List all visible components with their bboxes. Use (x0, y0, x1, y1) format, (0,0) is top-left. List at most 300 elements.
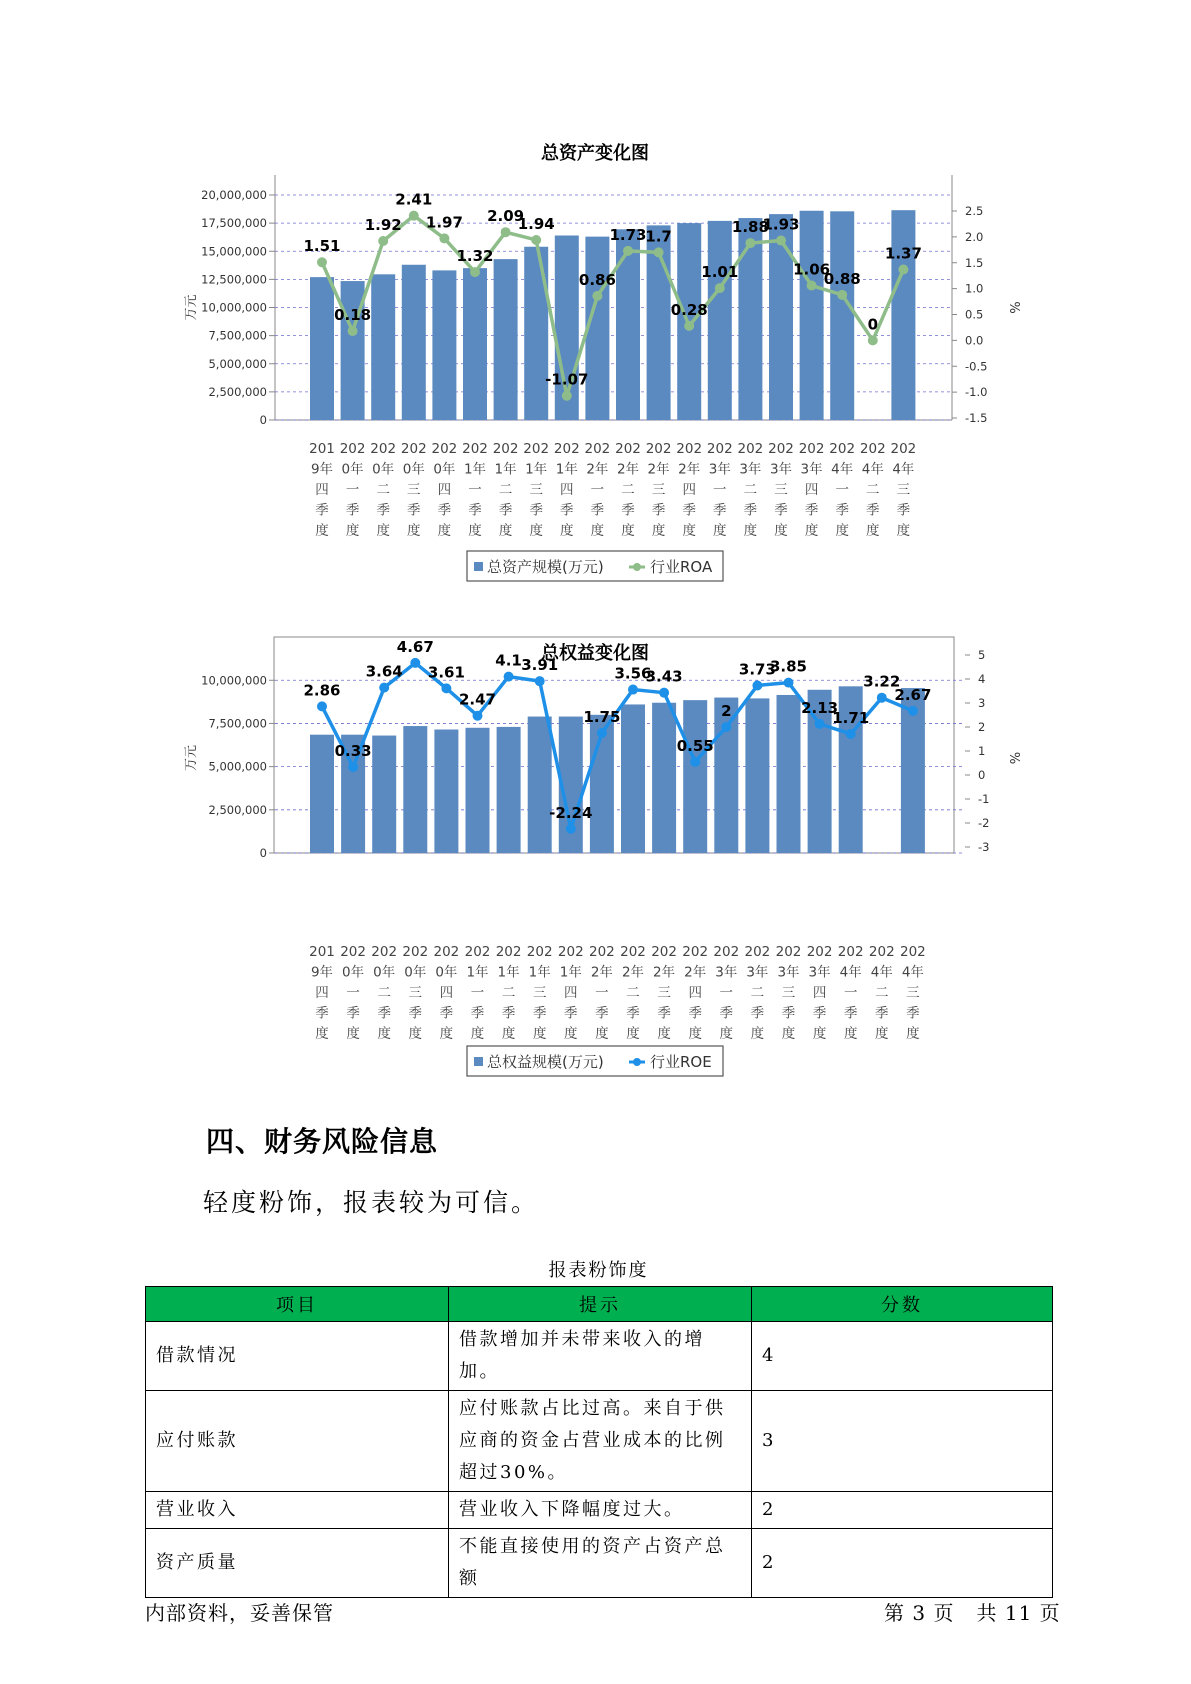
line-point (784, 678, 794, 688)
category-label: 度 (408, 1026, 423, 1042)
category-label: 202 (713, 944, 740, 960)
category-label: 202 (682, 944, 709, 960)
line-point (348, 326, 358, 336)
category-label: 四 (315, 482, 329, 498)
category-label: 季 (896, 502, 911, 519)
category-label: 季 (468, 502, 482, 519)
right-tick-label: 0.0 (965, 333, 984, 348)
category-label: 季 (781, 1005, 796, 1022)
left-tick-label: 5,000,000 (208, 356, 267, 371)
data-label: 1.93 (762, 215, 800, 234)
data-label: 3.85 (769, 657, 808, 676)
row-hint: 不能直接使用的资产占资产总额 (449, 1529, 752, 1598)
category-label: 0年 (433, 461, 456, 478)
category-label: 3年 (746, 964, 769, 981)
category-label: 2年 (586, 461, 609, 478)
category-label: 度 (750, 1026, 765, 1042)
bar (402, 265, 426, 420)
line-point (776, 235, 786, 245)
category-label: 3年 (800, 461, 823, 478)
category-label: 季 (651, 502, 666, 519)
category-label: 度 (896, 523, 911, 539)
category-label: 三 (407, 482, 421, 498)
bar (466, 728, 490, 853)
data-label: 3.73 (738, 660, 776, 679)
data-label: 3.91 (521, 656, 559, 675)
bar (371, 274, 395, 420)
data-label: 0.86 (578, 270, 616, 289)
category-label: 四 (437, 482, 452, 498)
table-row (146, 1492, 1053, 1529)
category-label: 0年 (404, 964, 427, 981)
data-label: 1.97 (425, 213, 463, 232)
line-point (898, 264, 908, 274)
line-point (815, 719, 825, 729)
category-label: 二 (866, 482, 880, 498)
category-label: 度 (626, 1026, 640, 1042)
line-point (628, 685, 638, 695)
bar (800, 211, 824, 420)
category-label: 四 (560, 482, 574, 498)
category-label: 季 (719, 1005, 734, 1022)
total-assets-chart (0, 135, 1191, 595)
category-label: 季 (376, 502, 390, 519)
category-label: 度 (590, 523, 605, 539)
category-label: 1年 (463, 461, 487, 478)
category-label: 2年 (653, 964, 676, 981)
category-label: 度 (315, 523, 329, 539)
category-label: 202 (526, 944, 553, 960)
category-label: 4年 (839, 964, 862, 981)
footer-page-number: 第 3 页 共 11 页 (884, 1601, 1061, 1625)
header-score: 分数 (752, 1287, 1053, 1322)
category-label: 季 (315, 1005, 329, 1022)
bar (524, 247, 548, 420)
category-label: 四 (564, 985, 578, 1001)
category-label: 2年 (590, 964, 613, 981)
category-label: 季 (804, 502, 819, 519)
left-tick-label: 12,500,000 (201, 272, 267, 287)
bar (738, 218, 762, 420)
right-tick-label: -1.0 (965, 385, 988, 400)
line-point (379, 683, 389, 693)
line-point (837, 290, 847, 300)
bar (777, 695, 801, 853)
bar (891, 210, 915, 420)
legend-bar-swatch (474, 562, 483, 571)
category-label: 度 (812, 1026, 827, 1042)
bar (494, 259, 518, 420)
table-header-row (146, 1287, 1053, 1322)
right-tick-label: 1.5 (965, 255, 984, 270)
chart-title: 总资产变化图 (541, 143, 649, 164)
category-label: 二 (376, 482, 390, 498)
category-label: 季 (560, 502, 574, 519)
category-label: 202 (645, 441, 672, 457)
category-label: 度 (437, 523, 452, 539)
category-label: 3年 (777, 964, 800, 981)
left-tick-label: 15,000,000 (201, 244, 267, 259)
right-tick-label: 2.0 (965, 229, 984, 244)
bar (372, 736, 396, 853)
category-label: 度 (346, 1026, 360, 1042)
data-label: 2.86 (303, 681, 341, 700)
category-label: 202 (553, 441, 580, 457)
category-label: 度 (532, 1026, 547, 1042)
category-label: 一 (345, 482, 360, 498)
category-label: 度 (835, 523, 849, 539)
category-label: 3年 (708, 461, 731, 478)
category-label: 202 (523, 441, 550, 457)
category-label: 度 (345, 523, 360, 539)
category-label: 三 (529, 482, 543, 498)
data-label: 0.88 (823, 269, 861, 288)
right-tick-label: -1.5 (965, 411, 988, 425)
category-label: 2年 (684, 964, 707, 981)
category-label: 202 (340, 944, 366, 960)
category-label: 二 (750, 985, 765, 1001)
category-label: 202 (651, 944, 677, 960)
line-point (317, 701, 327, 711)
category-label: 2年 (621, 964, 645, 981)
left-tick-label: 2,500,000 (208, 384, 267, 399)
category-label: 0年 (372, 461, 395, 478)
category-label: 度 (713, 523, 727, 539)
category-label: 3年 (769, 461, 793, 478)
category-label: 度 (315, 1026, 329, 1042)
data-label: 3.56 (614, 664, 652, 683)
category-label: 202 (370, 441, 397, 457)
category-label: 9年 (310, 964, 334, 981)
category-label: 202 (492, 441, 519, 457)
category-label: 二 (621, 482, 635, 498)
data-label: 1.51 (303, 237, 341, 256)
category-label: 季 (315, 502, 329, 519)
row-item: 应付账款 (146, 1391, 449, 1492)
category-label: 201 (309, 944, 335, 960)
category-label: 度 (377, 1026, 391, 1042)
right-tick-label: -3 (978, 840, 990, 854)
category-label: 季 (345, 502, 360, 519)
category-label: 三 (774, 482, 788, 498)
category-label: 三 (532, 985, 547, 1001)
right-tick-label: 2.5 (965, 204, 984, 218)
category-label: 季 (835, 502, 849, 519)
row-item: 资产质量 (146, 1529, 449, 1598)
category-label: 202 (890, 441, 917, 457)
category-label: 0年 (373, 964, 396, 981)
category-label: 度 (560, 523, 574, 539)
total-equity-chart-svg (0, 635, 1191, 1085)
left-tick-label: 17,500,000 (201, 216, 267, 231)
legend-line-marker (633, 1058, 641, 1066)
bar (616, 229, 640, 420)
right-tick-label: 1 (978, 744, 986, 758)
right-tick-label: -1 (978, 792, 990, 806)
data-label: 0.18 (334, 306, 372, 325)
category-label: 202 (589, 944, 615, 960)
category-label: 202 (431, 441, 458, 457)
left-tick-label: 20,000,000 (201, 188, 267, 202)
category-label: 1年 (559, 964, 582, 981)
category-label: 4年 (831, 461, 854, 478)
data-label: 3.43 (645, 667, 683, 686)
line-point (623, 246, 633, 256)
category-label: 202 (676, 441, 703, 457)
category-label: 季 (743, 502, 758, 519)
category-label: 季 (590, 502, 605, 519)
category-label: 度 (439, 1026, 454, 1042)
category-label: 度 (468, 523, 482, 539)
row-score: 3 (752, 1391, 1053, 1492)
bar (652, 703, 676, 853)
legend-bar-swatch (474, 1057, 483, 1066)
category-label: 度 (875, 1026, 889, 1042)
category-label: 二 (743, 482, 758, 498)
right-tick-label: 3 (978, 696, 986, 710)
category-label: 1年 (525, 461, 548, 478)
left-axis-label: 万元 (184, 744, 199, 772)
category-label: 201 (309, 441, 335, 457)
category-label: 一 (468, 482, 482, 498)
data-label: 1.7 (645, 227, 672, 246)
data-label: 4.67 (396, 637, 434, 656)
data-label: 3.64 (365, 662, 403, 681)
category-label: 度 (804, 523, 819, 539)
category-label: 202 (859, 441, 886, 457)
category-label: 202 (737, 441, 764, 457)
category-label: 9年 (310, 461, 334, 478)
bar (745, 698, 769, 853)
category-label: 度 (621, 523, 635, 539)
line-point (597, 728, 607, 738)
line-point (752, 680, 762, 690)
category-label: 季 (875, 1005, 889, 1022)
category-label: 202 (706, 441, 733, 457)
category-label: 季 (470, 1005, 485, 1022)
category-label: 季 (774, 502, 788, 519)
data-label: 1.73 (609, 225, 647, 244)
category-label: 2年 (616, 461, 640, 478)
category-label: 4年 (870, 964, 893, 981)
bar (310, 277, 334, 420)
category-label: 季 (812, 1005, 827, 1022)
category-label: 二 (875, 985, 889, 1001)
line-point (439, 233, 449, 243)
line-point (473, 711, 483, 721)
line-point (684, 321, 694, 331)
category-label: 度 (906, 1026, 920, 1042)
category-label: 三 (651, 482, 666, 498)
category-label: 1年 (494, 461, 517, 478)
bar (310, 735, 334, 853)
row-score: 4 (752, 1322, 1053, 1391)
data-label: -2.24 (549, 803, 593, 822)
category-label: 四 (439, 985, 454, 1001)
category-label: 2年 (647, 461, 670, 478)
category-label: 二 (377, 985, 391, 1001)
category-label: 4年 (901, 964, 924, 981)
category-label: 三 (657, 985, 671, 1001)
category-label: 季 (346, 1005, 360, 1022)
data-label: 4.1 (495, 651, 522, 670)
row-hint: 应付账款占比过高。来自于供应商的资金占营业成本的比例超过30%。 (449, 1391, 752, 1492)
right-tick-label: 2 (978, 720, 986, 734)
data-label: 1.06 (793, 260, 831, 279)
right-tick-label: 5 (978, 648, 986, 662)
category-label: 202 (584, 441, 611, 457)
category-label: 二 (626, 985, 640, 1001)
category-label: 度 (774, 523, 788, 539)
bar (714, 698, 738, 853)
category-label: 三 (896, 482, 911, 498)
data-label: 1.88 (731, 218, 769, 237)
left-tick-label: 0 (259, 846, 267, 860)
category-label: 季 (377, 1005, 391, 1022)
data-label: 2.41 (395, 190, 433, 209)
data-label: -1.07 (545, 370, 589, 389)
category-label: 季 (564, 1005, 578, 1022)
bar (621, 704, 645, 853)
data-label: 0.33 (334, 742, 372, 761)
line-point (846, 729, 856, 739)
category-label: 一 (843, 985, 858, 1001)
left-tick-label: 5,000,000 (208, 759, 267, 774)
line-point (877, 693, 887, 703)
category-label: 四 (315, 985, 329, 1001)
category-label: 4年 (861, 461, 884, 478)
category-label: 202 (744, 944, 771, 960)
category-label: 季 (906, 1005, 920, 1022)
line-point (721, 722, 731, 732)
category-label: 一 (470, 985, 485, 1001)
legend-bar-label: 总权益规模(万元) (487, 1053, 604, 1071)
category-label: 三 (781, 985, 796, 1001)
category-label: 3年 (808, 964, 831, 981)
category-label: 202 (464, 944, 491, 960)
category-label: 度 (470, 1026, 485, 1042)
line-point (501, 227, 511, 237)
data-label: 1.75 (583, 708, 621, 726)
line-point (566, 824, 576, 834)
line-point (654, 247, 664, 257)
row-score: 2 (752, 1492, 1053, 1529)
right-tick-label: 1.0 (965, 281, 984, 296)
right-axis-label: % (1006, 301, 1021, 314)
category-label: 三 (408, 985, 423, 1001)
right-tick-label: 0 (978, 768, 986, 782)
category-label: 二 (501, 985, 516, 1001)
row-hint: 借款增加并未带来收入的增加。 (449, 1322, 752, 1391)
bar (403, 726, 427, 853)
section-paragraph: 轻度粉饰，报表较为可信。 (203, 1188, 540, 1217)
legend-line-marker (633, 563, 641, 571)
category-label: 1年 (497, 964, 520, 981)
line-point (715, 283, 725, 293)
line-point (409, 211, 419, 221)
category-label: 四 (682, 482, 696, 498)
data-label: 2.09 (487, 207, 525, 226)
data-label: 1.71 (832, 708, 870, 727)
line-point (531, 235, 541, 245)
line-point (535, 676, 545, 686)
category-label: 202 (798, 441, 825, 457)
category-label: 度 (719, 1026, 734, 1042)
category-label: 季 (657, 1005, 671, 1022)
category-label: 季 (843, 1005, 858, 1022)
left-tick-label: 0 (259, 413, 267, 427)
category-label: 季 (595, 1005, 609, 1022)
category-label: 3年 (739, 461, 762, 478)
data-label: 0 (867, 315, 879, 334)
bar (463, 268, 487, 420)
category-label: 度 (529, 523, 543, 539)
line-point (745, 238, 755, 248)
line-point (659, 688, 669, 698)
left-tick-label: 7,500,000 (208, 716, 267, 731)
category-label: 0年 (342, 964, 365, 981)
category-label: 度 (501, 1026, 516, 1042)
right-axis-label: % (1006, 751, 1021, 765)
header-hint: 提示 (449, 1287, 752, 1322)
category-label: 二 (498, 482, 513, 498)
category-label: 季 (713, 502, 727, 519)
bar (434, 730, 458, 854)
category-label: 1年 (466, 964, 489, 981)
category-label: 三 (906, 985, 920, 1001)
category-label: 202 (339, 441, 366, 457)
category-label: 度 (498, 523, 513, 539)
line-point (317, 257, 327, 267)
category-label: 季 (408, 1005, 423, 1022)
category-label: 度 (866, 523, 880, 539)
category-label: 202 (775, 944, 802, 960)
category-label: 季 (688, 1005, 702, 1022)
category-label: 1年 (528, 964, 551, 981)
category-label: 0年 (402, 461, 425, 478)
left-tick-label: 2,500,000 (208, 802, 267, 817)
category-label: 202 (462, 441, 488, 457)
right-tick-label: -0.5 (965, 359, 988, 374)
data-label: 1.32 (456, 247, 494, 266)
category-label: 季 (682, 502, 696, 519)
header-item: 项目 (146, 1287, 449, 1322)
category-label: 一 (713, 482, 727, 498)
data-label: 2.67 (894, 685, 932, 704)
category-label: 202 (620, 944, 646, 960)
data-label: 1.01 (701, 263, 739, 282)
left-axis-label: 万元 (184, 294, 199, 321)
category-label: 1年 (555, 461, 578, 478)
category-label: 季 (407, 502, 421, 519)
table-row (146, 1391, 1053, 1492)
category-label: 202 (768, 441, 794, 457)
row-item: 营业收入 (146, 1492, 449, 1529)
data-label: 2.47 (458, 690, 497, 709)
data-label: 2 (721, 702, 732, 720)
footer-confidential: 内部资料，妥善保管 (145, 1601, 334, 1625)
line-point (868, 335, 878, 345)
section-heading: 四、财务风险信息 (206, 1125, 439, 1158)
right-tick-label: 0.5 (965, 307, 984, 322)
risk-table (145, 1286, 1053, 1598)
category-label: 202 (829, 441, 856, 457)
line-point (908, 706, 918, 716)
line-point (410, 658, 420, 668)
category-label: 季 (439, 1005, 454, 1022)
category-label: 四 (812, 985, 827, 1001)
category-label: 202 (400, 441, 427, 457)
